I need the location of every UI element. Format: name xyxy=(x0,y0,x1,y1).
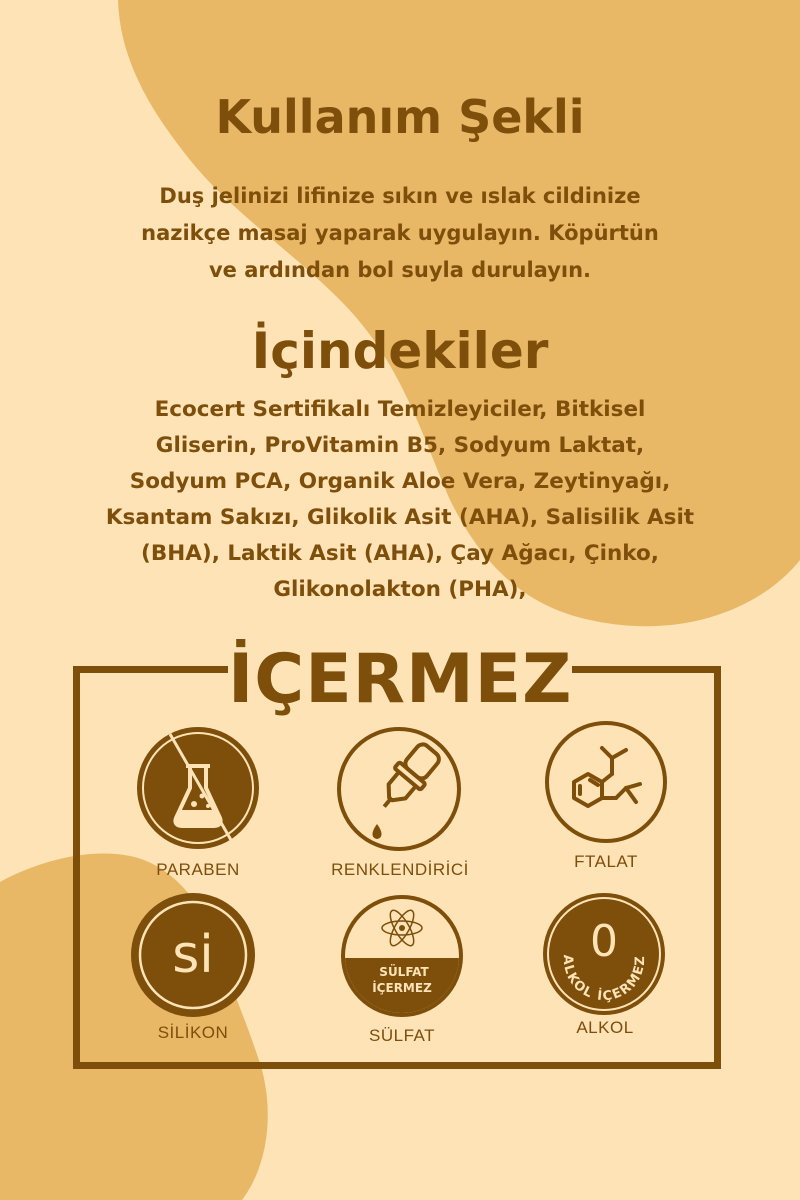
ingredients-line: Glikonolakton (PHA), xyxy=(273,577,527,602)
ingredients-line: (BHA), Laktik Asit (AHA), Çay Ağacı, Çinko, xyxy=(141,541,659,566)
ingredients-line: Gliserin, ProVitamin B5, Sodyum Laktat, xyxy=(155,433,645,458)
sulfate-icon-text-2: İÇERMEZ xyxy=(372,981,432,995)
atom-icon xyxy=(340,894,464,1018)
si-text: si xyxy=(172,925,214,985)
alcohol-label: ALKOL xyxy=(576,1018,634,1037)
free-from-title: İÇERMEZ xyxy=(228,630,572,730)
usage-line: nazikçe masaj yaparak uygulayın. Köpürtün xyxy=(141,221,659,245)
usage-title: Kullanım Şekli xyxy=(215,90,585,144)
zero-text: 0 xyxy=(590,916,618,967)
paraben-label: PARABEN xyxy=(156,860,240,879)
zero-alcohol-icon xyxy=(542,892,666,1016)
si-icon xyxy=(130,892,256,1018)
colorant-label: RENKLENDİRİCİ xyxy=(331,860,469,879)
molecule-icon xyxy=(544,720,668,844)
alcohol-arc-text: ALKOL İÇERMEZ xyxy=(559,954,649,1005)
sulfate-icon-text-1: SÜLFAT xyxy=(379,965,429,979)
ingredients-line: Ksantam Sakızı, Glikolik Asit (AHA), Salisilik Asit xyxy=(105,505,695,530)
phthalate-label: FTALAT xyxy=(574,852,638,871)
dropper-icon xyxy=(336,726,462,852)
usage-text xyxy=(80,178,720,289)
ingredients-line: Ecocert Sertifikalı Temizleyiciler, Bitkisel xyxy=(154,397,646,422)
usage-line: Duş jelinizi lifinize sıkın ve ıslak cildinize xyxy=(159,184,641,208)
sulfate-label: SÜLFAT xyxy=(369,1026,435,1045)
ingredients-text xyxy=(60,392,740,608)
silicone-label: SİLİKON xyxy=(157,1023,229,1042)
ingredients-title: İçindekiler xyxy=(251,322,549,380)
usage-line: ve ardından bol suyla durulayın. xyxy=(208,258,592,282)
flask-crossed-icon xyxy=(136,726,260,850)
ingredients-line: Sodyum PCA, Organik Aloe Vera, Zeytinyağı, xyxy=(129,469,671,494)
